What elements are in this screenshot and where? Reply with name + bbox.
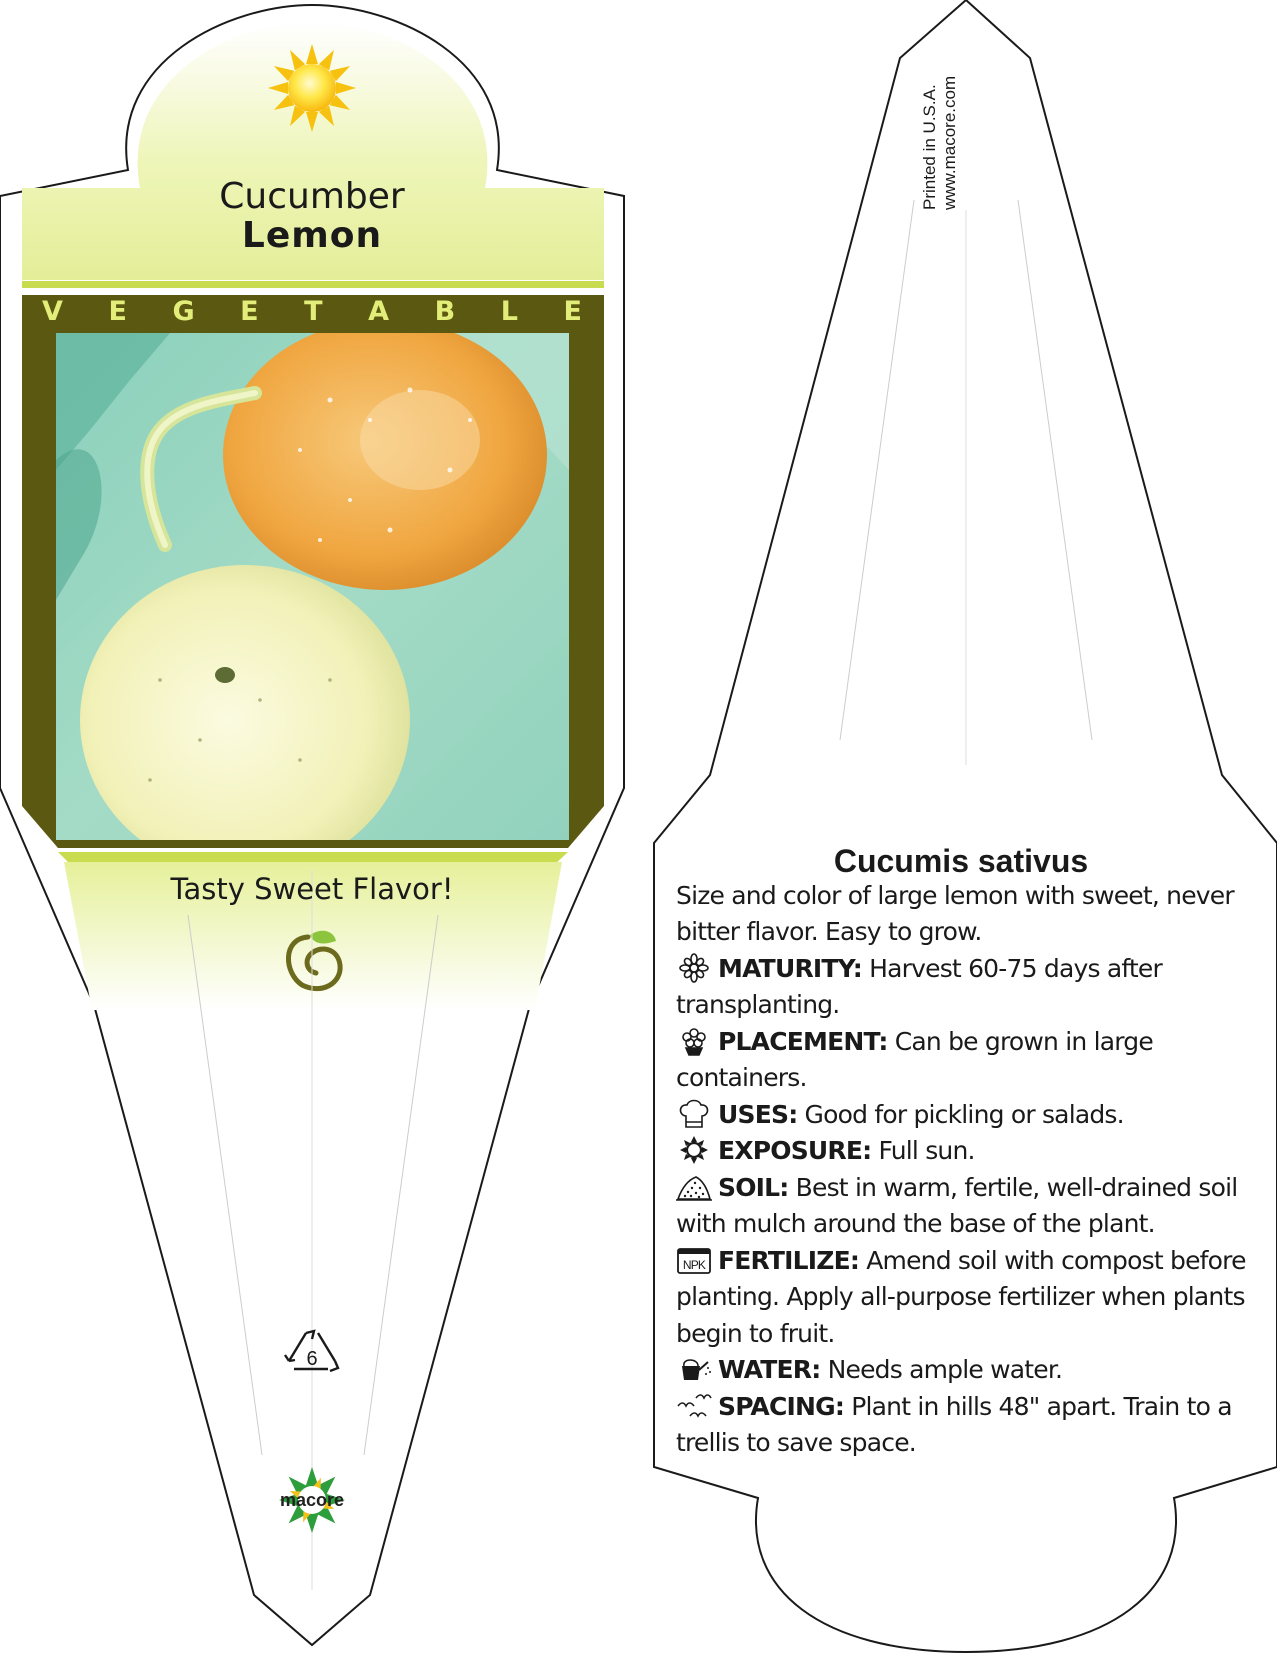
water-label: WATER: — [718, 1355, 821, 1384]
chef-hat-icon — [676, 1099, 712, 1129]
category-letter: B — [434, 296, 456, 327]
soil-text: Best in warm, fertile, well-drained soil with mulch around the base of the plant. — [676, 1172, 1238, 1238]
plant-pot-icon — [676, 1026, 712, 1056]
care-instructions — [676, 843, 1266, 1462]
printed-info — [920, 76, 960, 210]
maturity-item — [676, 951, 1266, 1024]
npk-text: NPK — [682, 1257, 706, 1272]
category-letter: T — [304, 296, 323, 327]
category-letter: G — [172, 296, 195, 327]
description: Size and color of large lemon with sweet, never bitter flavor. Easy to grow. — [676, 880, 1234, 946]
fertilize-label: FERTILIZE: — [718, 1245, 860, 1275]
soil-mound-icon — [676, 1172, 712, 1202]
category-letter: E — [563, 296, 582, 327]
category-letter: L — [500, 296, 518, 327]
placement-text: Can be grown in large containers. — [676, 1026, 1153, 1092]
fertilize-item — [676, 1243, 1266, 1353]
spacing-item — [676, 1389, 1266, 1462]
placement-item — [676, 1024, 1266, 1097]
recycle-number: 6 — [306, 1348, 318, 1370]
spacing-icon — [676, 1391, 712, 1421]
spacing-text: Plant in hills 48" apart. Train to a trellis to save space. — [676, 1391, 1232, 1457]
common-name: Cucumber — [219, 176, 405, 217]
fertilize-text: Amend soil with compost before planting. Apply all-purpose fertilizer when plants begin to fruit. — [676, 1245, 1246, 1348]
exposure-text: Full sun. — [871, 1136, 975, 1165]
uses-item — [676, 1097, 1266, 1134]
category-label — [42, 296, 582, 327]
category-letter: E — [108, 296, 127, 327]
category-letter: E — [240, 296, 259, 327]
watering-can-icon — [676, 1354, 712, 1384]
brand-name: macore — [279, 1490, 345, 1510]
variety-name: Lemon — [241, 215, 383, 256]
printed-in: Printed in U.S.A. — [920, 84, 939, 210]
npk-icon — [676, 1245, 712, 1275]
category-letter: A — [368, 296, 390, 327]
spacing-label: SPACING: — [718, 1391, 845, 1421]
placement-label: PLACEMENT: — [718, 1026, 888, 1056]
botanical-name: Cucumis sativus — [833, 843, 1089, 879]
website: www.macore.com — [940, 75, 959, 210]
soil-item — [676, 1170, 1266, 1243]
water-item — [676, 1352, 1266, 1389]
maturity-label: MATURITY: — [718, 953, 862, 983]
soil-label: SOIL: — [718, 1172, 789, 1202]
tagline: Tasty Sweet Flavor! — [170, 872, 454, 906]
uses-text: Good for pickling or salads. — [797, 1099, 1124, 1129]
category-letter: V — [42, 296, 63, 327]
water-text: Needs ample water. — [820, 1355, 1063, 1384]
sun-icon — [676, 1135, 712, 1165]
exposure-label: EXPOSURE: — [718, 1136, 872, 1165]
product-photo — [56, 320, 569, 875]
uses-label: USES: — [718, 1099, 798, 1129]
maturity-text: Harvest 60-75 days after transplanting. — [676, 953, 1162, 1019]
flower-icon — [676, 953, 712, 983]
exposure-item — [676, 1133, 1266, 1170]
